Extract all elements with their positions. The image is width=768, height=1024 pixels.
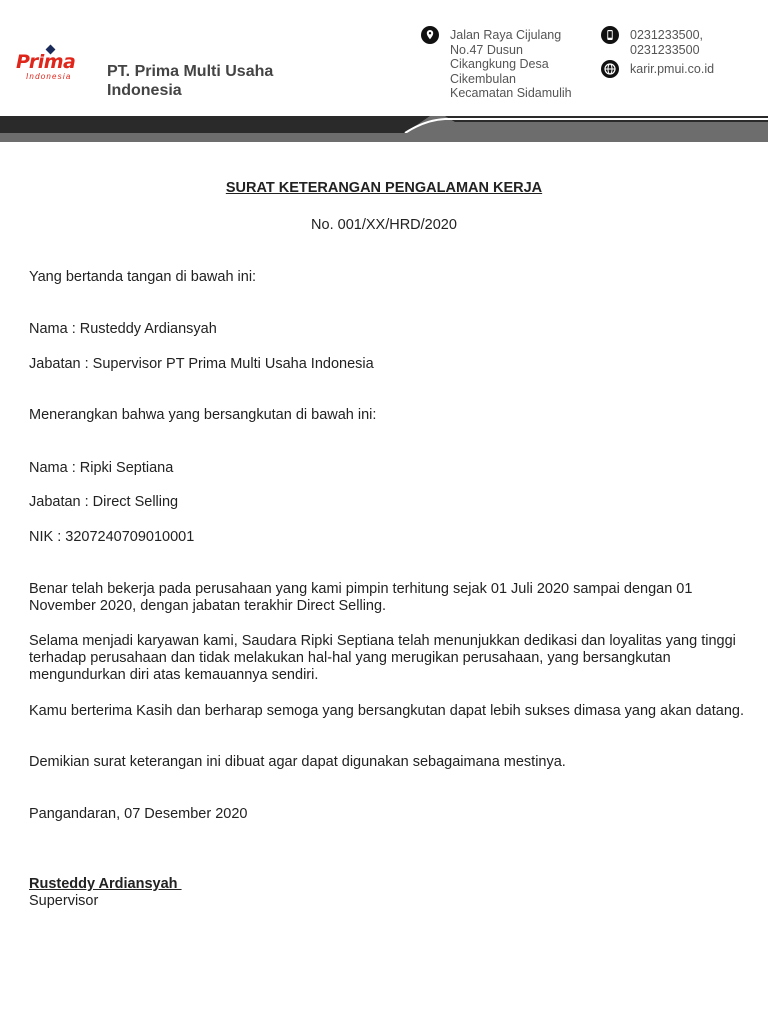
- address-line: Jalan Raya Cijulang: [450, 28, 562, 42]
- address-line: Cikangkung Desa: [450, 57, 549, 71]
- intro-text: Yang bertanda tangan di bawah ini:: [29, 269, 257, 285]
- logo-subtext: Indonesia: [26, 72, 72, 81]
- paragraph-thanks: Kamu berterima Kasih dan berharap semoga yang bersangkutan dapat lebih sukses dimasa yang akan datang.: [29, 703, 744, 719]
- paragraph-employment: Benar telah bekerja pada perusahaan yang kami pimpin terhitung sejak 01 Juli 2020 sampai dengan 01 November 2020, dengan jabatan terakhir Direct Selling.: [29, 581, 693, 614]
- header-band: [0, 116, 768, 142]
- paragraph-dedication: Selama menjadi karyawan kami, Saudara Ripki Septiana telah menunjukkan dedikasi dan loyalitas yang tinggi terhadap perusahaan dan tidak melakukan hal-hal yang merugikan perusahaan, yang bersangkutan mengundurkan diri atas kemauannya sendiri.: [29, 633, 736, 683]
- company-address: [450, 28, 572, 101]
- phone-line: 0231233500: [630, 42, 700, 57]
- logo-text: Prima: [16, 51, 76, 73]
- paragraph-closing: Demikian surat keterangan ini dibuat agar dapat digunakan sebagaimana mestinya.: [29, 754, 566, 770]
- company-website: karir.pmui.co.id: [630, 62, 715, 76]
- company-phone: [630, 28, 703, 57]
- signer-name: Nama : Rusteddy Ardiansyah: [29, 321, 217, 337]
- letter-number: No. 001/XX/HRD/2020: [311, 217, 457, 233]
- address-line: Kecamatan Sidamulih: [450, 86, 572, 100]
- location-icon: [421, 26, 439, 44]
- signer-position: Jabatan : Supervisor PT Prima Multi Usaha Indonesia: [29, 356, 374, 372]
- employee-nik: NIK : 3207240709010001: [29, 529, 195, 545]
- company-name: PT. Prima Multi Usaha Indonesia: [107, 63, 274, 99]
- employee-name: Nama : Ripki Septiana: [29, 460, 174, 476]
- address-line: No.47 Dusun: [450, 42, 523, 57]
- statement-text: Menerangkan bahwa yang bersangkutan di bawah ini:: [29, 407, 377, 423]
- signature-title: Supervisor: [29, 893, 99, 909]
- place-date: Pangandaran, 07 Desember 2020: [29, 806, 248, 822]
- letter-title: SURAT KETERANGAN PENGALAMAN KERJA: [225, 180, 543, 196]
- phone-line: 0231233500,: [630, 28, 703, 42]
- globe-icon: [601, 60, 619, 78]
- phone-icon: [601, 26, 619, 44]
- employee-position: Jabatan : Direct Selling: [29, 494, 179, 510]
- company-logo: [16, 46, 92, 82]
- address-line: Cikembulan: [450, 71, 517, 86]
- signature-name: Rusteddy Ardiansyah: [29, 876, 182, 892]
